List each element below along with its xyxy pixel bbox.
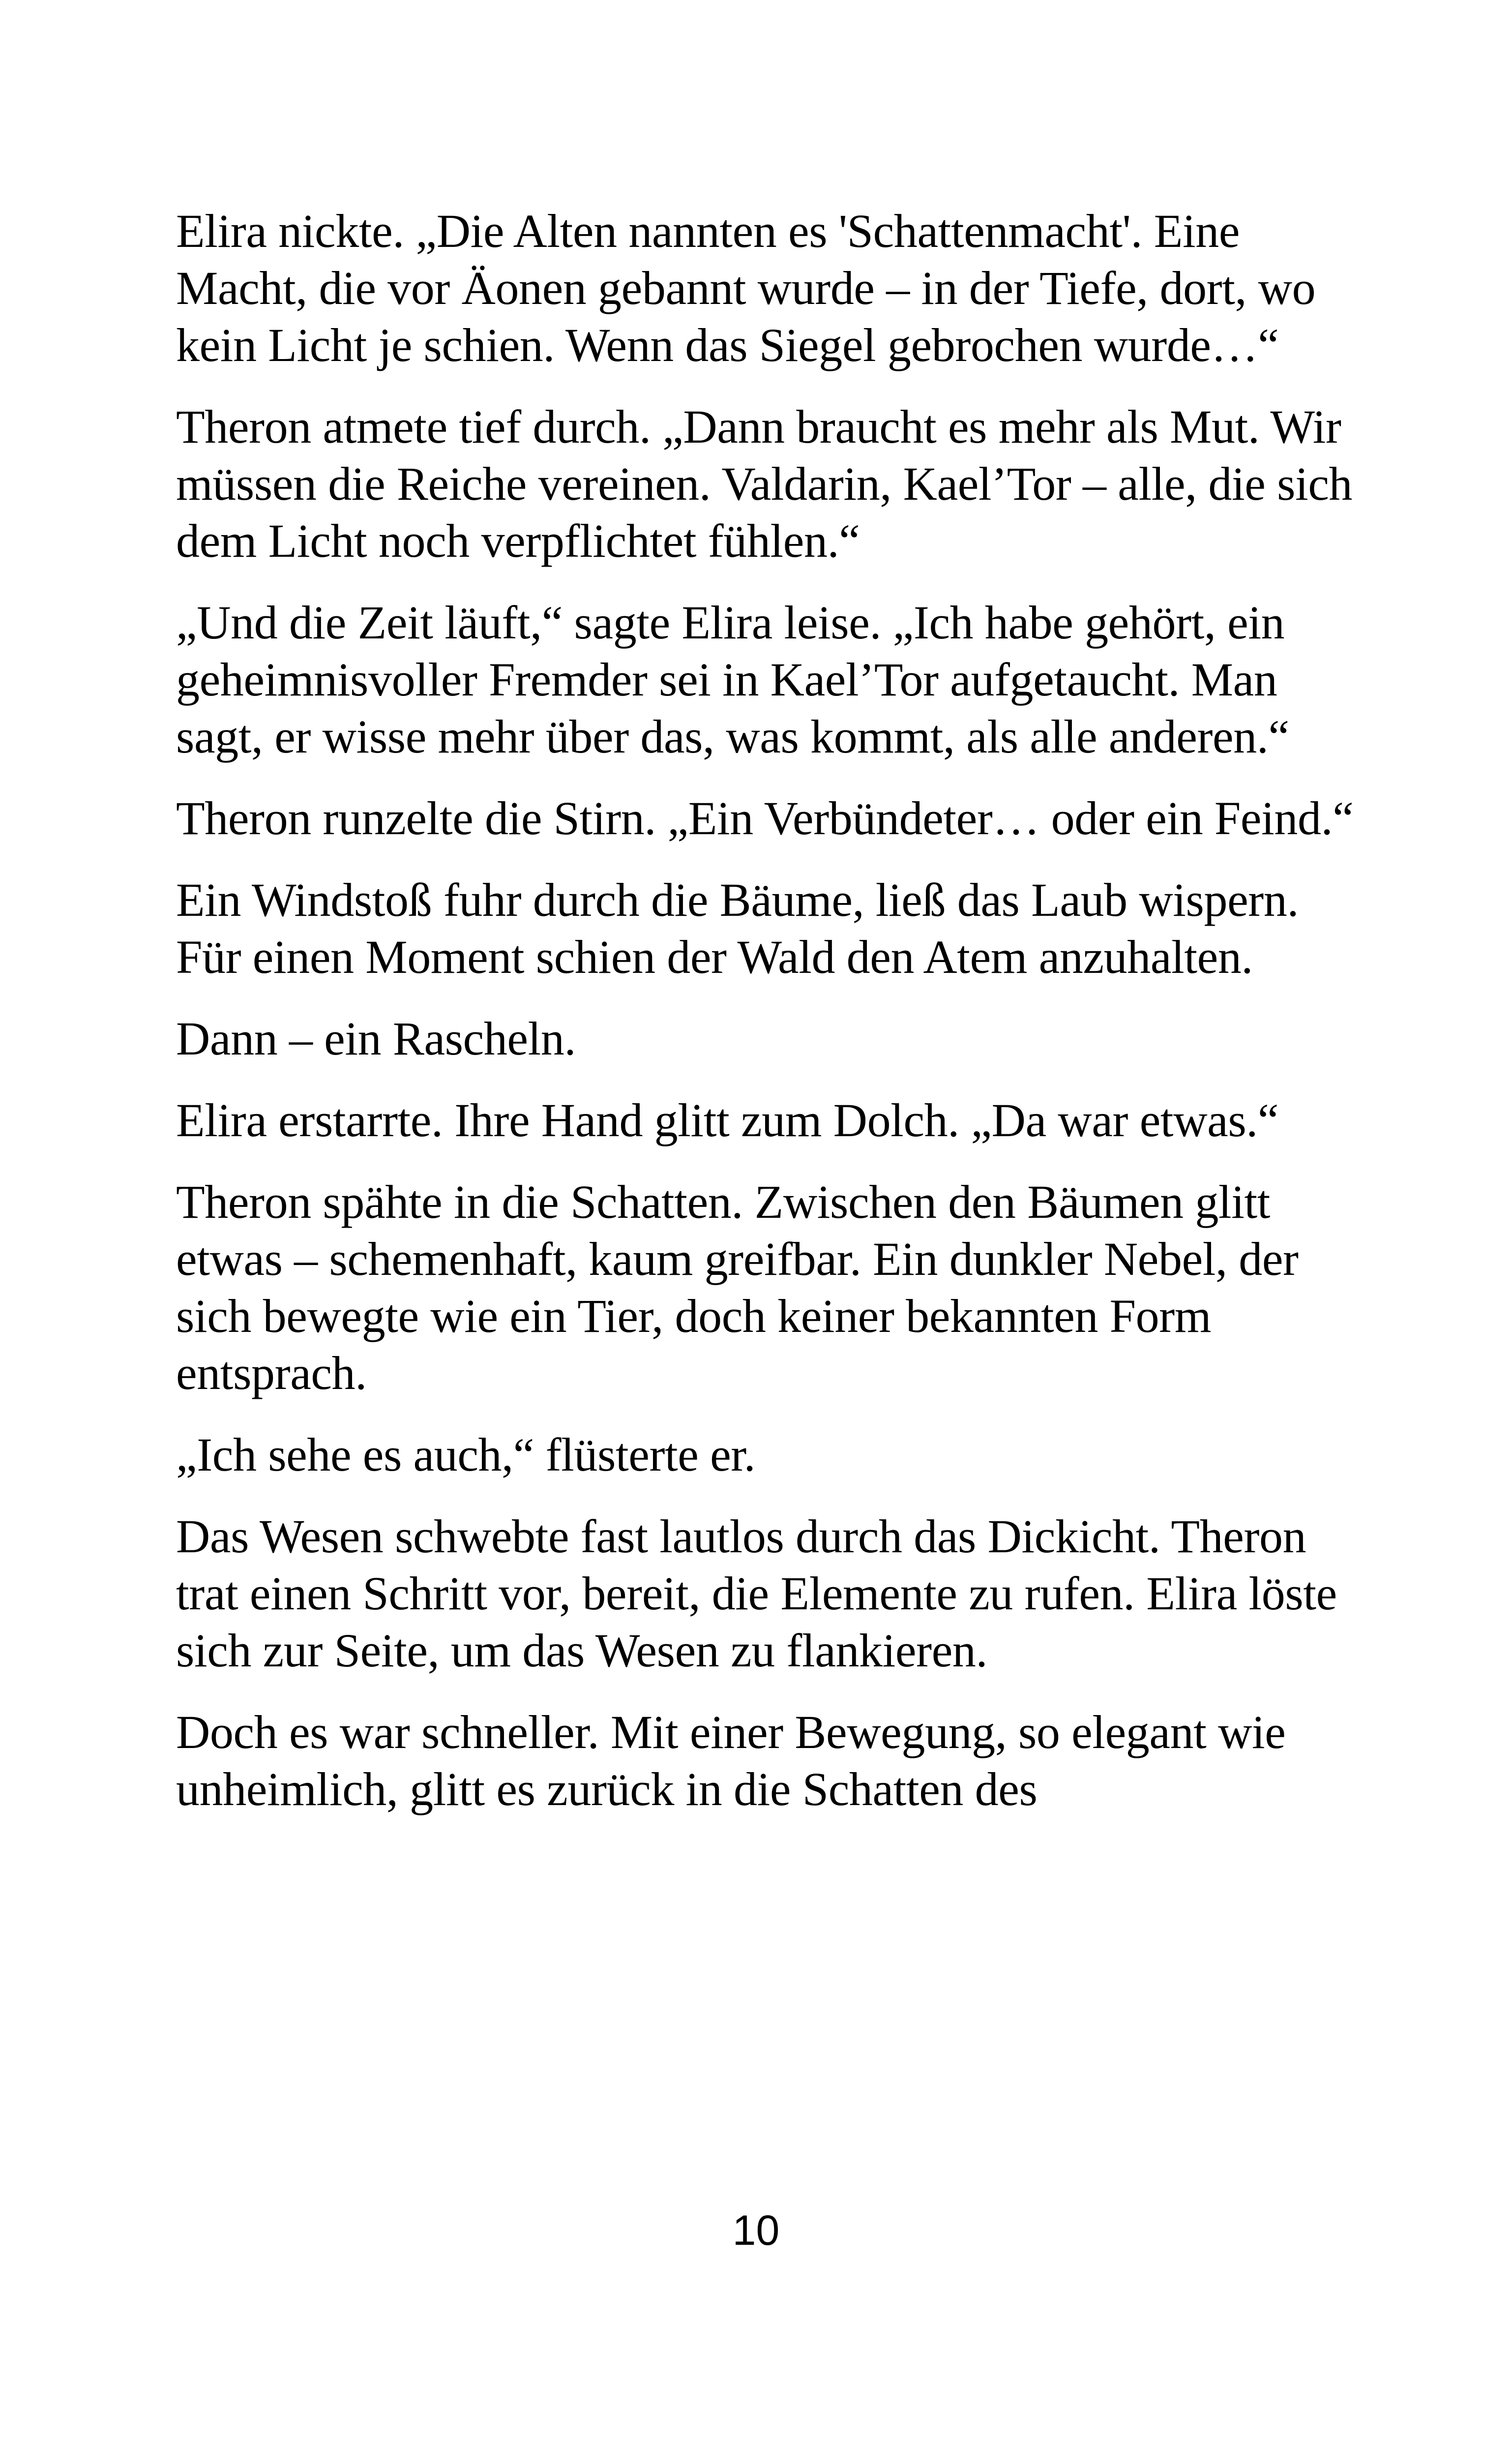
paragraph: Das Wesen schwebte fast lautlos durch das Dickicht. Theron trat einen Schritt vor, bereit, die Elemente zu rufen. Elira löste sich zur Seite, um das Wesen zu flankieren. [176,1510,1337,1677]
page-number: 10 [732,2207,780,2254]
paragraph: „Und die Zeit läuft,“ sagte Elira leise. „Ich habe gehört, ein geheimnisvoller Fremder sei in Kael’Tor aufgetaucht. Man sagt, er wisse mehr über das, was kommt, als alle anderen.“ [176,596,1289,763]
paragraph: Elira erstarrte. Ihre Hand glitt zum Dolch. „Da war etwas.“ [176,1094,1279,1146]
page-body [176,203,1356,1842]
paragraph: Elira nickte. „Die Alten nannten es 'Schattenmacht'. Eine Macht, die vor Äonen gebannt wurde – in der Tiefe, dort, wo kein Licht je schien. Wenn das Siegel gebrochen wurde…“ [176,205,1316,371]
paragraph: Theron atmete tief durch. „Dann braucht es mehr als Mut. Wir müssen die Reiche vereinen. Valdarin, Kael’Tor – alle, die sich dem Licht noch verpflichtet fühlen.“ [176,400,1353,567]
paragraph: Ein Windstoß fuhr durch die Bäume, ließ das Laub wispern. Für einen Moment schien der Wald den Atem anzuhalten. [176,874,1299,983]
paragraph: Doch es war schneller. Mit einer Bewegung, so elegant wie unheimlich, glitt es zurück in die Schatten des [176,1706,1286,1815]
paragraph: Dann – ein Rascheln. [176,1012,576,1065]
paragraph: „Ich sehe es auch,“ flüsterte er. [176,1428,756,1481]
paragraph: Theron spähte in die Schatten. Zwischen den Bäumen glitt etwas – schemenhaft, kaum greifbar. Ein dunkler Nebel, der sich bewegte wie ein Tier, doch keiner bekannten Form entsprach. [176,1176,1299,1399]
paragraph: Theron runzelte die Stirn. „Ein Verbündeter… oder ein Feind.“ [176,792,1354,844]
